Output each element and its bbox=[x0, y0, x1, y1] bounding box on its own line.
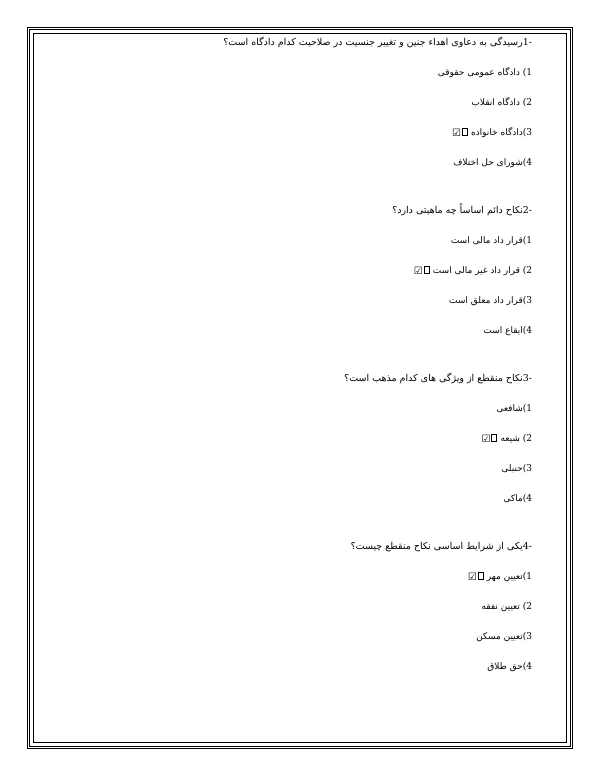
q2-option-3: 3)قرار داد معلق است bbox=[449, 296, 532, 306]
q4-option-3: 3)تعیین مسکن bbox=[476, 632, 532, 642]
q4-option-2: 2) تعیین نفقه bbox=[481, 602, 532, 612]
empty-box-icon bbox=[478, 572, 484, 580]
q4-option-4: 4)حق طلاق bbox=[487, 662, 532, 672]
q3-option-4: 4)ماکی bbox=[503, 494, 532, 504]
q1-option-1: 1) دادگاه عمومی حقوقی bbox=[437, 68, 532, 78]
question-list bbox=[62, 36, 532, 674]
checkmark-icon: ☑ bbox=[413, 266, 423, 277]
q1-option-3: 3)دادگاه خانواده☑ bbox=[451, 128, 532, 139]
empty-box-icon bbox=[491, 434, 497, 442]
empty-box-icon bbox=[462, 128, 468, 136]
question-block-4 bbox=[62, 540, 532, 674]
checkmark-icon: ☑ bbox=[481, 434, 491, 445]
empty-box-icon bbox=[424, 266, 430, 274]
checkmark-icon: ☑ bbox=[451, 128, 461, 139]
q3-option-3: 3)حنبلی bbox=[501, 464, 532, 474]
q4-option-1: 1)تعیین مهر☑ bbox=[467, 572, 532, 583]
question-block-1 bbox=[62, 36, 532, 170]
q2-option-1: 1)قرار داد مالی است bbox=[450, 236, 532, 246]
q1-option-4: 4)شورای حل اختلاف bbox=[453, 158, 532, 168]
question-block-2 bbox=[62, 204, 532, 338]
question-text-4: -4یکی از شرایط اساسی نکاح منقطع چیست؟ bbox=[350, 541, 532, 552]
question-block-3 bbox=[62, 372, 532, 506]
q1-option-2: 2) دادگاه انقلاب bbox=[471, 98, 532, 108]
q3-option-2: 2) شیعه☑ bbox=[481, 434, 532, 445]
page-border bbox=[27, 27, 573, 749]
question-text-2: -2نکاح دائم اساساً چه ماهیتی دارد؟ bbox=[392, 205, 532, 216]
checkmark-icon: ☑ bbox=[467, 572, 477, 583]
question-text-1: -1رسیدگی به دعاوی اهداء جنین و تغییر جنسیت در صلاحیت کدام دادگاه است؟ bbox=[223, 37, 532, 48]
q2-option-2: 2) قرار داد غیر مالی است☑ bbox=[413, 266, 532, 277]
q3-option-1: 1)شافعی bbox=[496, 404, 532, 414]
q2-option-4: 4)ایقاع است bbox=[483, 326, 532, 336]
question-text-3: -3نکاح منقطع از ویژگی های کدام مذهب است؟ bbox=[344, 373, 532, 384]
